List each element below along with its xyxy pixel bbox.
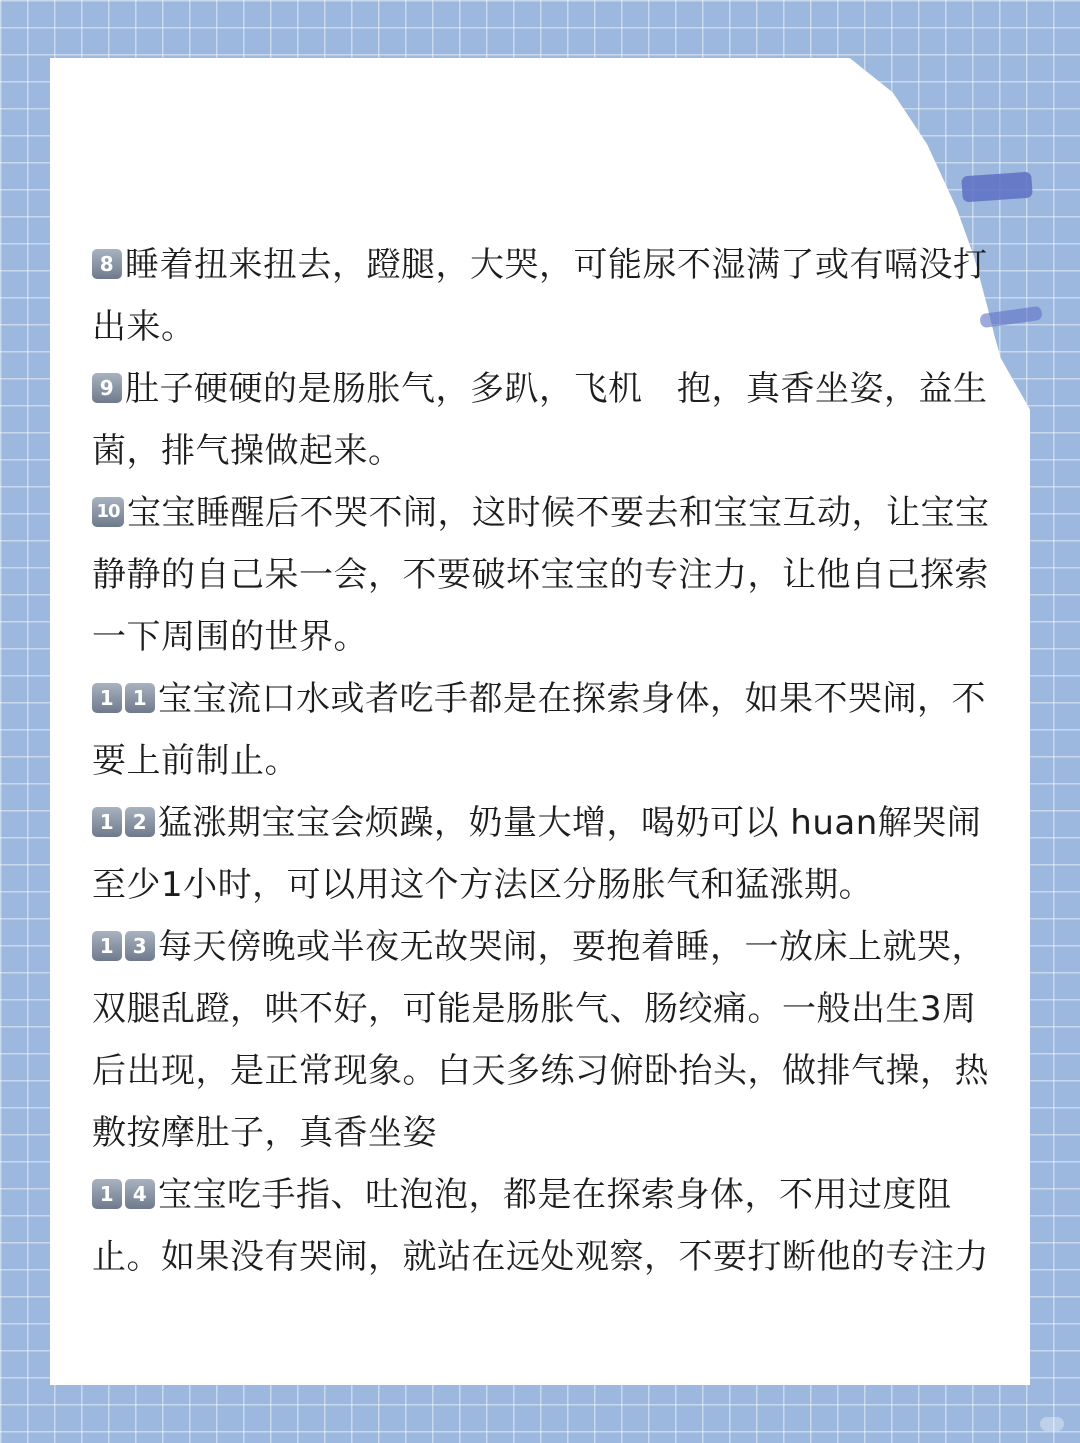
tips-list bbox=[92, 234, 1002, 1288]
brush-stroke-decoration bbox=[961, 172, 1033, 203]
list-item bbox=[92, 234, 1002, 358]
item-text: 宝宝流口水或者吃手都是在探索身体，如果不哭闹，不要上前制止。 bbox=[92, 679, 986, 781]
list-item bbox=[92, 358, 1002, 482]
number-badge-icon: 1 bbox=[92, 1179, 122, 1209]
number-badge-icon: 9 bbox=[92, 373, 122, 403]
number-badge-icon: 1 bbox=[92, 683, 122, 713]
watermark-toggle-icon bbox=[1040, 1417, 1064, 1431]
list-item bbox=[92, 792, 1002, 916]
item-text: 睡着扭来扭去，蹬腿，大哭，可能尿不湿满了或有嗝没打出来。 bbox=[92, 245, 988, 347]
number-badge-icon: 3 bbox=[125, 931, 155, 961]
number-badge-icon: 1 bbox=[92, 807, 122, 837]
number-badge-icon: 8 bbox=[92, 249, 122, 279]
number-badge-icon: 10 bbox=[92, 497, 124, 527]
item-text: 宝宝吃手指、吐泡泡，都是在探索身体，不用过度阻止。如果没有哭闹，就站在远处观察，不要打断他的专注力 bbox=[92, 1175, 989, 1277]
number-badge-icon: 1 bbox=[92, 931, 122, 961]
number-badge-icon: 1 bbox=[125, 683, 155, 713]
list-item bbox=[92, 1164, 1002, 1288]
item-text: 宝宝睡醒后不哭不闹，这时候不要去和宝宝互动，让宝宝静静的自己呆一会，不要破坏宝宝的专注力，让他自己探索一下周围的世界。 bbox=[92, 493, 990, 657]
item-text: 猛涨期宝宝会烦躁，奶量大增，喝奶可以 huan解哭闹至少1小时，可以用这个方法区分肠胀气和猛涨期。 bbox=[92, 803, 982, 905]
item-text: 每天傍晚或半夜无故哭闹，要抱着睡，一放床上就哭，双腿乱蹬，哄不好，可能是肠胀气、肠绞痛。一般出生3周后出现，是正常现象。白天多练习俯卧抬头，做排气操，热敷按摩肚子，真香坐姿 bbox=[92, 927, 989, 1153]
list-item bbox=[92, 482, 1002, 668]
number-badge-icon: 2 bbox=[125, 807, 155, 837]
number-badge-icon: 4 bbox=[125, 1179, 155, 1209]
list-item bbox=[92, 916, 1002, 1164]
item-text: 肚子硬硬的是肠胀气，多趴，飞机 抱，真香坐姿，益生菌，排气操做起来。 bbox=[92, 369, 988, 471]
list-item bbox=[92, 668, 1002, 792]
